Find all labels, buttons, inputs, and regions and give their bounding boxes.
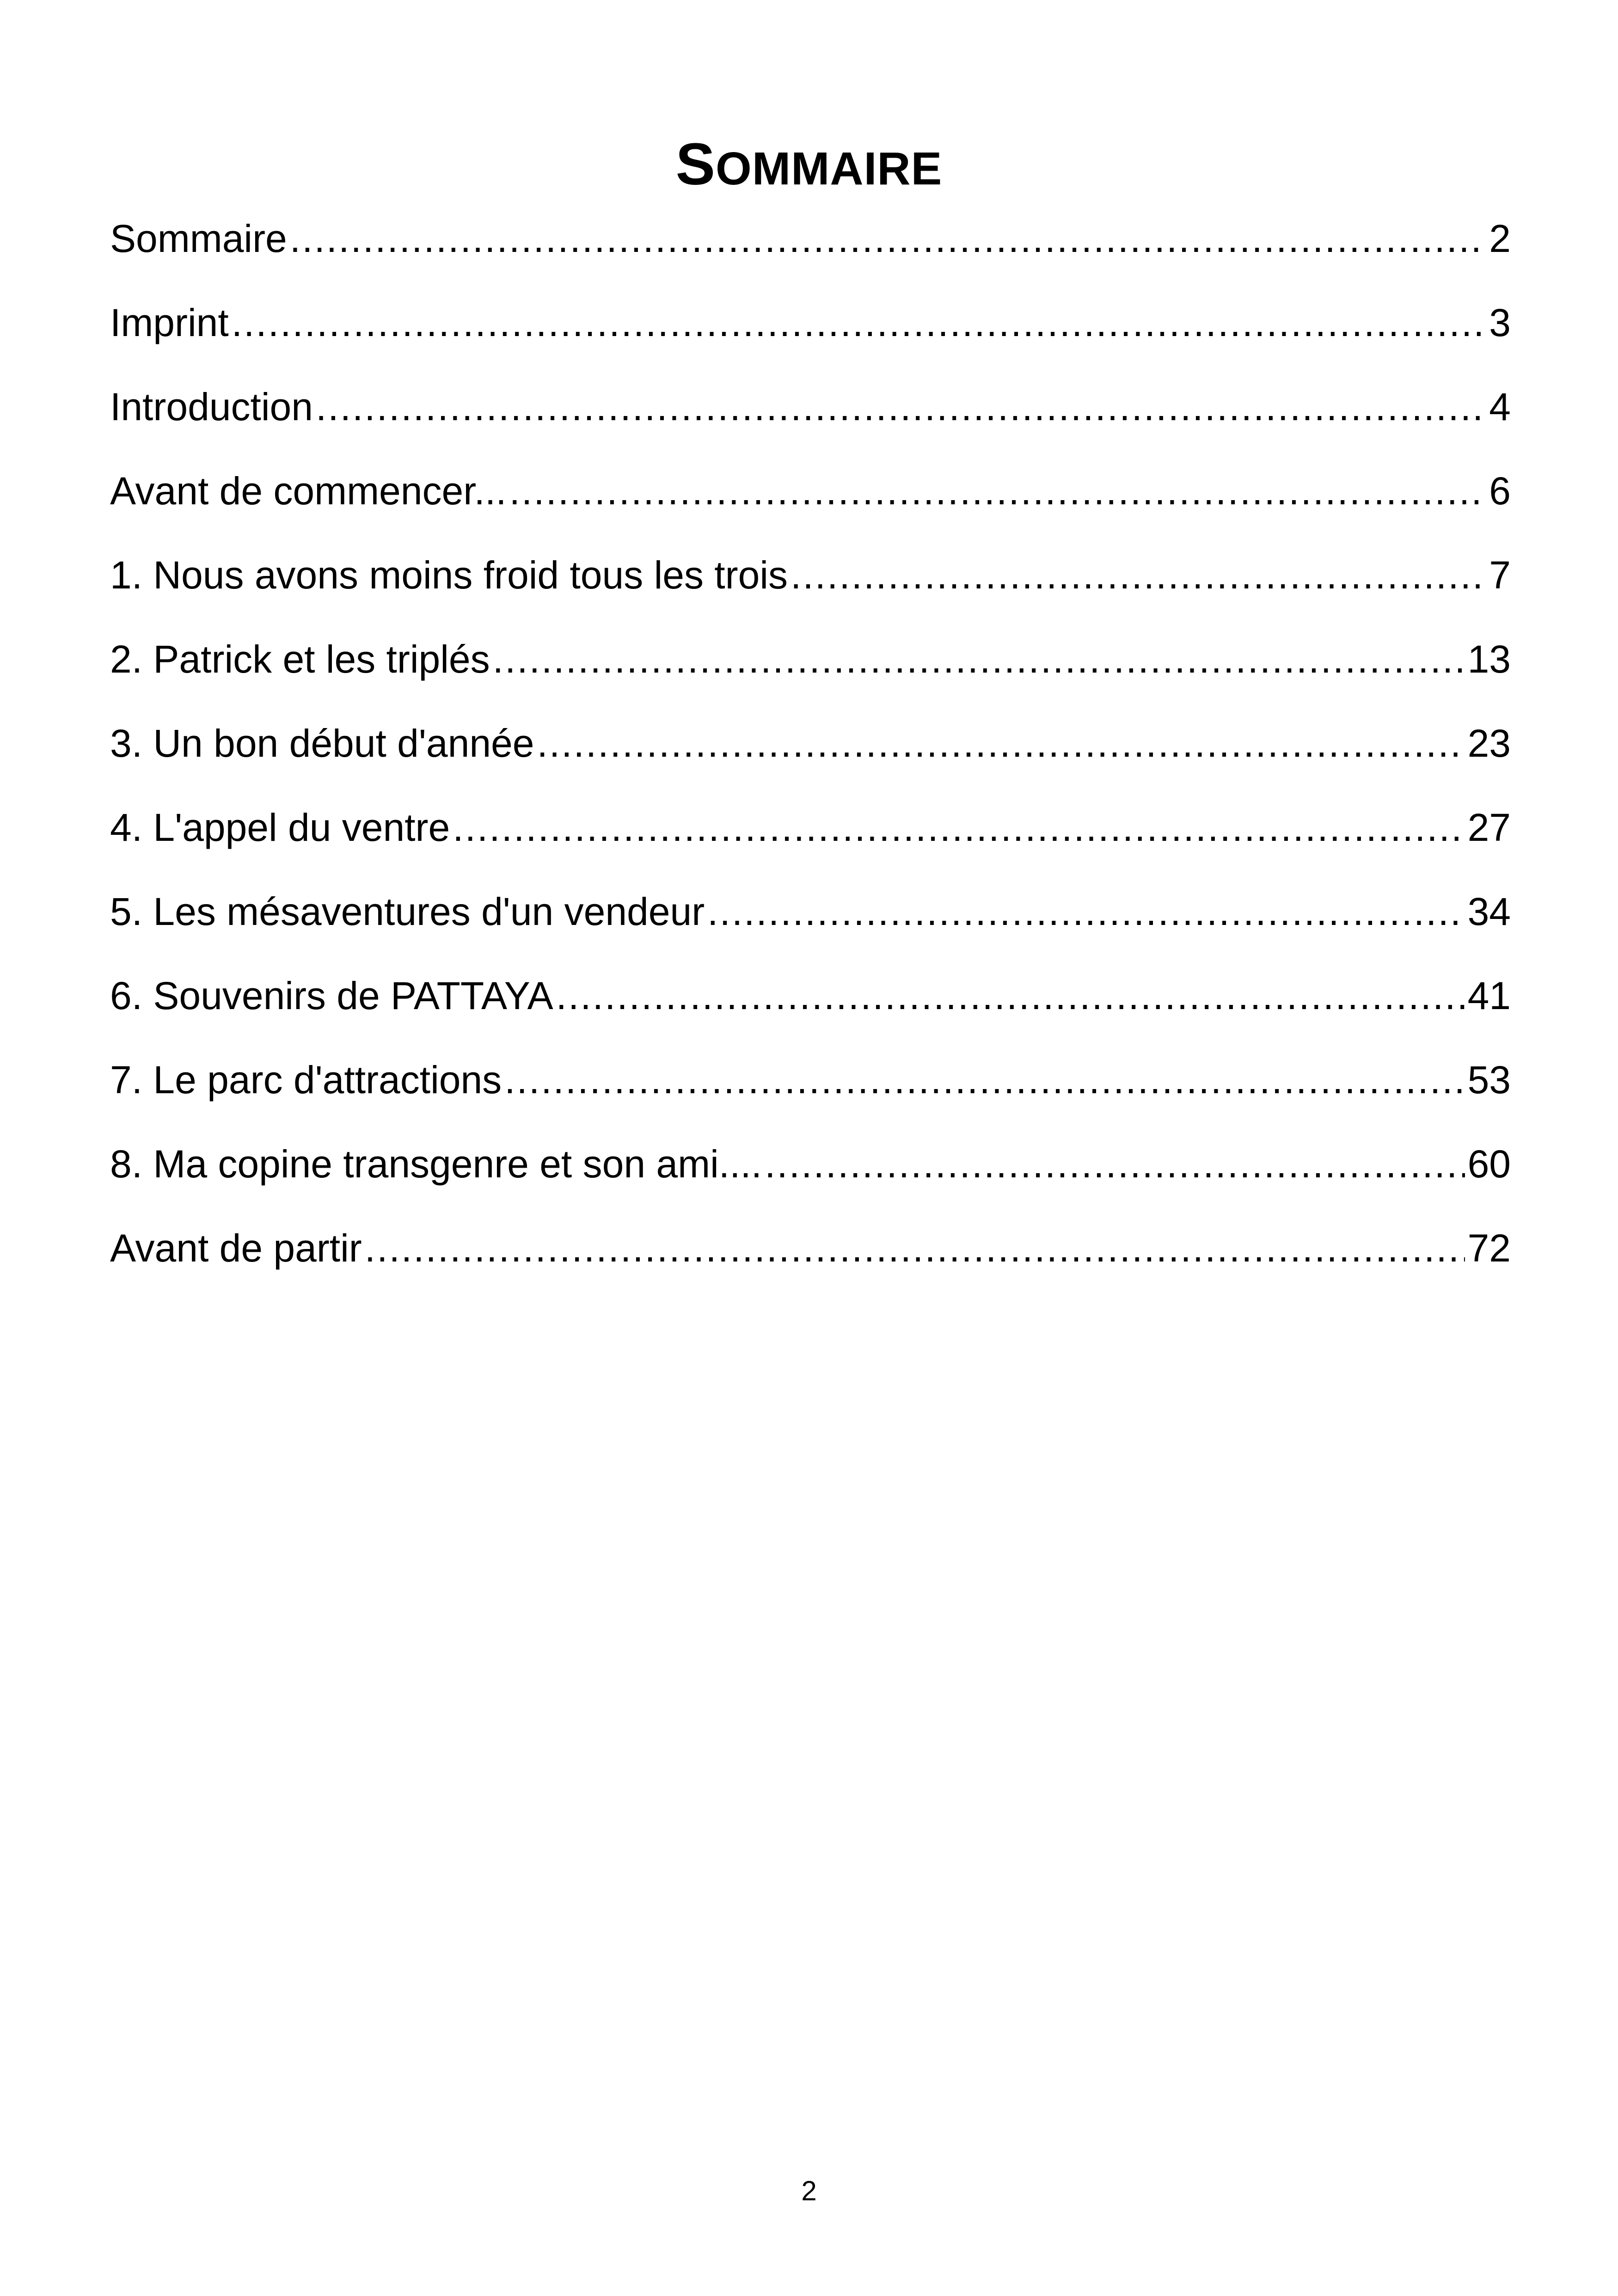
toc-entry[interactable] — [110, 869, 1511, 954]
toc-entry-label: 8. Ma copine transgenre et son ami.... — [110, 1142, 762, 1186]
page-title — [0, 128, 1618, 206]
toc-dot-leader — [453, 785, 1465, 869]
page-title-initial: S — [675, 131, 716, 197]
toc-entry-page: 3 — [1489, 301, 1511, 344]
toc-entry-label: Avant de commencer... — [110, 469, 507, 513]
toc-entry-label: 2. Patrick et les triplés — [110, 637, 490, 681]
toc-entry-page: 6 — [1489, 469, 1511, 513]
table-of-contents — [110, 196, 1511, 1290]
toc-entry[interactable] — [110, 281, 1511, 365]
toc-entry-page: 23 — [1467, 722, 1511, 765]
toc-entry-page: 53 — [1467, 1058, 1511, 1102]
toc-entry[interactable] — [110, 1206, 1511, 1290]
toc-entry[interactable] — [110, 365, 1511, 449]
toc-entry-page: 13 — [1467, 637, 1511, 681]
toc-entry-page: 72 — [1467, 1226, 1511, 1270]
toc-entry-page: 2 — [1489, 217, 1511, 260]
toc-entry-label: 4. L'appel du ventre — [110, 806, 450, 849]
toc-dot-leader — [556, 954, 1465, 1038]
toc-entry-label: Sommaire — [110, 217, 287, 260]
toc-entry-page: 60 — [1467, 1142, 1511, 1186]
toc-entry[interactable] — [110, 196, 1511, 281]
toc-dot-leader — [232, 281, 1487, 365]
toc-dot-leader — [509, 449, 1487, 533]
toc-entry-page: 27 — [1467, 806, 1511, 849]
page-number: 2 — [801, 2175, 817, 2206]
toc-entry[interactable] — [110, 785, 1511, 869]
toc-dot-leader — [493, 617, 1465, 701]
toc-dot-leader — [365, 1206, 1465, 1290]
toc-dot-leader — [290, 196, 1487, 281]
toc-entry-page: 7 — [1489, 553, 1511, 597]
toc-dot-leader — [765, 1122, 1465, 1206]
toc-entry-label: Introduction — [110, 385, 313, 429]
toc-dot-leader — [707, 869, 1465, 954]
toc-dot-leader — [791, 533, 1486, 617]
toc-entry-label: 3. Un bon début d'année — [110, 722, 534, 765]
toc-entry[interactable] — [110, 449, 1511, 533]
toc-entry[interactable] — [110, 701, 1511, 785]
toc-dot-leader — [316, 365, 1486, 449]
toc-entry-label: 7. Le parc d'attractions — [110, 1058, 502, 1102]
toc-entry[interactable] — [110, 617, 1511, 701]
toc-entry[interactable] — [110, 1122, 1511, 1206]
toc-dot-leader — [537, 701, 1465, 785]
toc-entry-page: 4 — [1489, 385, 1511, 429]
page-title-rest: OMMAIRE — [716, 142, 943, 195]
toc-entry[interactable] — [110, 1038, 1511, 1122]
toc-entry-label: Imprint — [110, 301, 229, 344]
toc-entry-label: 1. Nous avons moins froid tous les trois — [110, 553, 788, 597]
toc-entry-label: 6. Souvenirs de PATTAYA — [110, 974, 553, 1017]
toc-entry[interactable] — [110, 533, 1511, 617]
toc-entry-label: 5. Les mésaventures d'un vendeur — [110, 890, 705, 933]
toc-dot-leader — [504, 1038, 1465, 1122]
toc-entry-label: Avant de partir — [110, 1226, 362, 1270]
toc-entry[interactable] — [110, 954, 1511, 1038]
toc-entry-page: 41 — [1467, 974, 1511, 1017]
toc-entry-page: 34 — [1467, 890, 1511, 933]
